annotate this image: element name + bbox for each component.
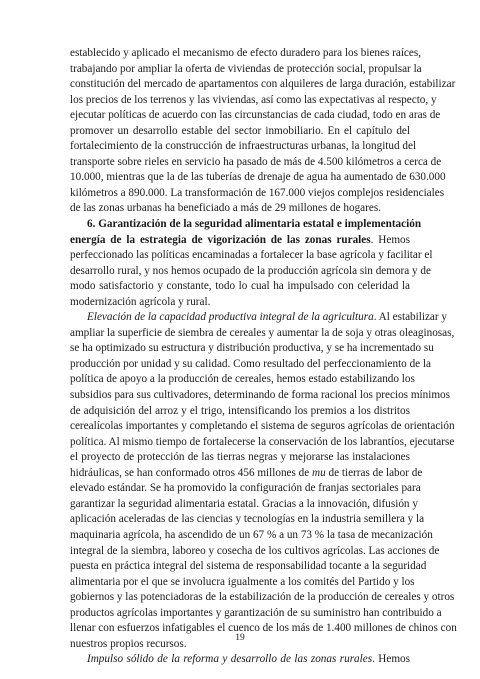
- text-line: promover un desarrollo estable del sector inmobiliario. En el capítulo del: [70, 124, 410, 137]
- text-line: gobiernos y las potenciadoras de la estabilización de la producción de cereales y otros: [70, 591, 455, 604]
- text-line: subsidios para sus cultivadores, determinando de forma racional los precios mínimos: [70, 389, 450, 402]
- text-line: productos agrícolas importantes y garantización de su suministro han contribuido a: [70, 606, 442, 619]
- body-text: [70, 46, 457, 668]
- text-line: fortalecimiento de la construcción de infraestructuras urbanas, la longitud del: [70, 140, 417, 153]
- text-line: desarrollo rural, y nos hemos ocupado de la producción agrícola sin demora y de: [70, 264, 431, 277]
- paragraph-rural-reform: [70, 652, 410, 668]
- text-line: de adquisición del arroz y el trigo, intensificando los premios a los distritos: [70, 404, 410, 417]
- italic-lead: Impulso sólido de la reforma y desarrollo de las zonas rurales: [87, 653, 373, 666]
- page-number: 19: [235, 633, 245, 643]
- section-heading-line-1: 6. Garantización de la seguridad alimentaria estatal e implementación: [87, 218, 422, 231]
- text-line: elevado estándar. Se ha promovido la configuración de franjas sectoriales para: [70, 482, 421, 495]
- text-line: ampliar la superficie de siembra de cereales y aumentar la de soja y otras oleaginosas,: [70, 326, 455, 339]
- text-segment: hidráulicas, se han conformado otros 456 millones de: [70, 466, 313, 479]
- text-line: política de apoyo a la producción de cereales, hemos estado estabilizando los: [70, 373, 415, 386]
- text-line: [70, 310, 448, 326]
- text-line: [70, 466, 423, 482]
- text-line: maquinaria agrícola, ha ascendido de un 67 % a un 73 % la tasa de mecanización: [70, 528, 433, 541]
- text-line: cerealícolas importantes y completando el sistema de seguros agrícolas de orientación: [70, 420, 455, 433]
- text-line: ejecutar políticas de acuerdo con las circunstancias de cada ciudad, todo en aras de: [70, 109, 441, 122]
- text-line: integral de la siembra, laboreo y cosecha de los cultivos agrícolas. Las acciones de: [70, 544, 440, 557]
- text-line: política. Al mismo tiempo de fortalecerse la conservación de los labrantíos, ejecutarse: [70, 435, 455, 448]
- text-line: puesta en práctica integral del sistema de responsabilidad tocante a la seguridad: [70, 560, 427, 573]
- text-line: aplicación aceleradas de las ciencias y tecnologías en la industria semillera y la: [70, 513, 425, 526]
- text-line: se ha optimizado su estructura y distribución productiva, y se ha incrementado su: [70, 342, 434, 355]
- text-line: [70, 652, 410, 668]
- text-line: llenar con esfuerzos infatigables el cuenco de los más de 1.400 millones de chinos con: [70, 622, 457, 635]
- text-line: de las zonas urbanas ha beneficiado a más de 29 millones de hogares.: [70, 202, 381, 215]
- lead-tail: . Al estabilizar y: [373, 311, 448, 324]
- text-line: modo satisfactorio y constante, todo lo cual ha impulsado con celeridad la: [70, 280, 410, 293]
- text-line: trabajando por ampliar la oferta de viviendas de protección social, propulsar la: [70, 62, 422, 75]
- text-line: establecido y aplicado el mecanismo de efecto duradero para los bienes raíces,: [70, 47, 422, 59]
- section-heading: [70, 217, 422, 233]
- lead-tail: . Hemos: [372, 653, 410, 666]
- text-line: 10.000, mientras que la de las tuberías de drenaje de agua ha aumentado de 630.000: [70, 171, 446, 184]
- section-heading-line-2: energía de la estrategia de vigorización de las zonas rurales: [70, 233, 371, 246]
- paragraph-food-security: [70, 217, 433, 310]
- text-line: producción por unidad y su calidad. Como resultado del perfeccionamiento de la: [70, 357, 431, 370]
- text-line: transporte sobre rieles en servicio ha pasado de más de 4.500 kilómetros a cerca de: [70, 155, 442, 168]
- heading-tail: . Hemos: [370, 233, 411, 246]
- text-line: alimentaria por el que se involucra igualmente a los comités del Partido y los: [70, 575, 415, 588]
- text-line: constitución del mercado de apartamentos con alquileres de larga duración, estabilizar: [70, 78, 456, 91]
- text-segment: de tierras de labor de: [325, 466, 423, 479]
- text-line: kilómetros a 890.000. La transformación de 167.000 viejos complejos residenciales: [70, 186, 445, 199]
- text-line: los precios de los terrenos y las viviendas, así como las expectativas al respecto, y: [70, 93, 437, 106]
- text-line: perfeccionado las políticas encaminadas a fortalecer la base agrícola y facilitar el: [70, 249, 433, 262]
- text-line: [70, 233, 410, 249]
- italic-term-mu: mu: [312, 466, 326, 479]
- text-line: el proyecto de protección de las tierras negras y mejorarse las instalaciones: [70, 451, 410, 464]
- text-line: nuestros propios recursos.: [70, 637, 187, 650]
- text-line: modernización agrícola y rural.: [70, 295, 211, 308]
- paragraph-urban-development: [70, 46, 456, 217]
- paragraph-agricultural-capacity: [70, 310, 457, 652]
- text-line: garantizar la seguridad alimentaria estatal. Gracias a la innovación, difusión y: [70, 497, 418, 510]
- italic-lead: Elevación de la capacidad productiva integral de la agricultura: [87, 311, 374, 324]
